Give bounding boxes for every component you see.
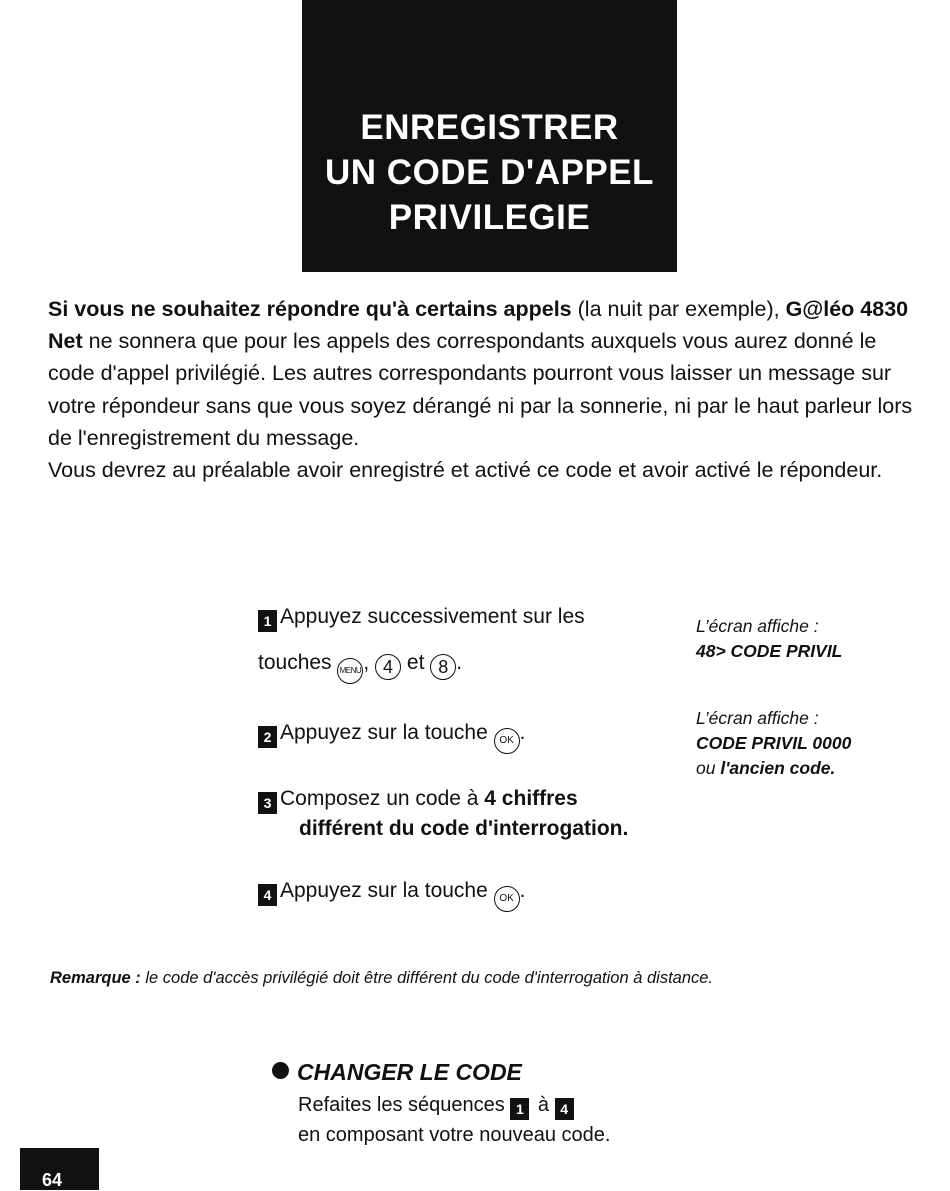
- screen-value-1: 48> CODE PRIVIL: [696, 641, 843, 661]
- step-1-sep-1: ,: [363, 651, 376, 674]
- intro-paragraph-2: Vous devrez au préalable avoir enregistré et activé ce code et avoir activé le répondeur.: [48, 458, 883, 483]
- step-ref-from: 1: [510, 1098, 529, 1120]
- step-number-3: 3: [258, 792, 277, 814]
- key-4-icon: 4: [375, 654, 401, 680]
- step-number-2: 2: [258, 726, 277, 748]
- screen-value-2: CODE PRIVIL 0000: [696, 733, 852, 753]
- screen-note-1: [696, 614, 842, 664]
- step-2-text: Appuyez sur la touche: [280, 721, 494, 744]
- title-line-2: UN CODE D'APPEL: [325, 153, 654, 192]
- change-mid: à: [532, 1094, 555, 1116]
- step-1-line-1: Appuyez successivement sur les: [280, 605, 585, 628]
- screen-note-2: [696, 706, 851, 781]
- step-ref-to: 4: [555, 1098, 574, 1120]
- page-number: 64: [20, 1148, 99, 1190]
- change-heading-text: CHANGER LE CODE: [297, 1059, 522, 1085]
- bullet-icon: [272, 1062, 289, 1079]
- menu-key-icon: MENU: [337, 658, 363, 684]
- intro-bold-1: Si vous ne souhaitez répondre qu'à certains appels: [48, 297, 572, 321]
- step-number-4: 4: [258, 884, 277, 906]
- step-3-bold-2: différent du code d'interrogation.: [299, 817, 629, 840]
- step-4-text: Appuyez sur la touche: [280, 879, 494, 902]
- change-text-1: Refaites les séquences: [298, 1094, 511, 1116]
- step-1-line-2: touches: [258, 651, 338, 674]
- step-1-end: .: [456, 651, 463, 674]
- change-code-body: [298, 1090, 610, 1150]
- screen-alt-bold: l'ancien code.: [720, 758, 836, 778]
- remark-label: Remarque :: [50, 969, 141, 987]
- remark-text: le code d'accès privilégié doit être différent du code d'interrogation à distance.: [140, 969, 714, 987]
- ok-key-icon: OK: [494, 728, 520, 754]
- step-3-text: Composez un code à: [280, 787, 485, 810]
- title-line-1: ENREGISTRER: [360, 108, 619, 147]
- remark: [50, 966, 880, 990]
- intro-text-2: ne sonnera que pour les appels des correspondants auxquels vous aurez donné le code d'appel privilégié. Les autres correspondants pourront vous laisser un message sur votre répondeur sans que vous soyez dérangé ni par la sonnerie, ni par le haut parleur lors de l'enregistrement du message.: [48, 329, 913, 450]
- title-line-3: PRIVILEGIE: [388, 198, 591, 237]
- intro-text-1: (la nuit par exemple),: [571, 297, 786, 321]
- step-2-end: .: [519, 721, 526, 744]
- step-1-sep-2: et: [401, 651, 431, 674]
- intro-paragraph-1: [48, 293, 918, 454]
- step-4-end: .: [519, 879, 526, 902]
- key-8-icon: 8: [430, 654, 456, 680]
- intro-text: [48, 293, 918, 486]
- step-3-bold-1: 4 chiffres: [484, 787, 578, 810]
- step-3: [258, 784, 628, 844]
- step-4: [258, 876, 525, 912]
- ok-key-icon: OK: [494, 886, 520, 912]
- product-name: G@léo 4830 Net: [48, 297, 909, 354]
- title-box: [302, 0, 677, 272]
- step-2: [258, 718, 525, 754]
- screen-alt-prefix: ou: [696, 758, 721, 778]
- screen-label-2: L’écran affiche :: [696, 708, 819, 728]
- change-text-2: en composant votre nouveau code.: [298, 1124, 611, 1146]
- step-1: [258, 602, 585, 684]
- change-code-heading: [272, 1057, 522, 1087]
- screen-label-1: L’écran affiche :: [696, 616, 819, 636]
- step-number-1: 1: [258, 610, 277, 632]
